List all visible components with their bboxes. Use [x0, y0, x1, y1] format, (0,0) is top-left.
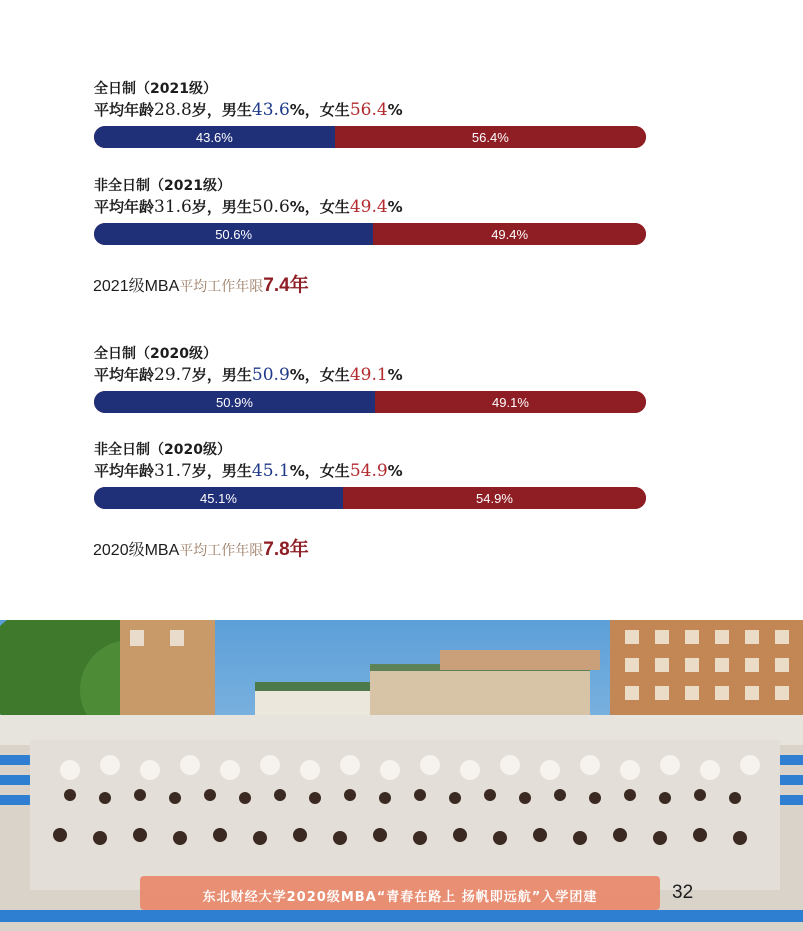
bar-female-segment: 49.1% [375, 391, 646, 413]
experience-value: 7.4年 [263, 275, 309, 296]
stat-summary: 平均年龄29.7岁，男生50.9%，女生49.1% [94, 365, 403, 385]
gender-ratio-bar [94, 126, 646, 148]
bar-male-segment: 45.1% [94, 487, 343, 509]
avg-age: 28.8 [154, 100, 192, 120]
bar-female-segment: 49.4% [373, 223, 646, 245]
page-number: 32 [672, 882, 694, 903]
stat-summary: 平均年龄31.6岁，男生50.6%，女生49.4% [94, 197, 403, 217]
stat-summary: 平均年龄28.8岁，男生43.6%，女生56.4% [94, 100, 403, 120]
cohort-label: 2021级MBA [93, 278, 180, 295]
stat-block-fulltime-2020 [94, 345, 646, 413]
work-experience-2021 [93, 270, 309, 297]
experience-value: 7.8年 [263, 539, 309, 560]
stat-title: 非全日制（2021级） [94, 178, 231, 194]
female-percent: 54.9 [349, 461, 388, 481]
bar-male-segment: 43.6% [94, 126, 335, 148]
stat-block-parttime-2020 [94, 441, 646, 509]
gender-ratio-bar [94, 223, 646, 245]
avg-age: 31.6 [154, 197, 192, 217]
banner-text: 东北财经大学2020级MBA“青春在路上 扬帆即远航”入学团建 [202, 890, 598, 905]
avg-age: 29.7 [154, 365, 192, 385]
male-percent: 45.1 [251, 461, 290, 481]
stat-title: 全日制（2021级） [94, 81, 217, 97]
female-percent: 49.1 [349, 365, 388, 385]
female-percent: 56.4 [349, 100, 388, 120]
bar-male-segment: 50.6% [94, 223, 373, 245]
stat-title: 全日制（2020级） [94, 346, 217, 362]
experience-label: 平均工作年限 [179, 278, 264, 294]
stat-summary: 平均年龄31.7岁，男生45.1%，女生54.9% [94, 461, 403, 481]
stat-block-fulltime-2021 [94, 80, 646, 148]
experience-label: 平均工作年限 [179, 542, 264, 558]
male-percent: 50.9 [251, 365, 290, 385]
female-percent: 49.4 [349, 197, 388, 217]
work-experience-2020 [93, 534, 309, 561]
stat-block-parttime-2021 [94, 177, 646, 245]
avg-age: 31.7 [154, 461, 192, 481]
bar-female-segment: 56.4% [335, 126, 646, 148]
gender-ratio-bar [94, 391, 646, 413]
gender-ratio-bar [94, 487, 646, 509]
bar-male-segment: 50.9% [94, 391, 375, 413]
bar-female-segment: 54.9% [343, 487, 646, 509]
stat-title: 非全日制（2020级） [94, 442, 231, 458]
male-percent: 43.6 [251, 100, 290, 120]
male-percent: 50.6 [251, 197, 290, 217]
cohort-label: 2020级MBA [93, 542, 180, 559]
